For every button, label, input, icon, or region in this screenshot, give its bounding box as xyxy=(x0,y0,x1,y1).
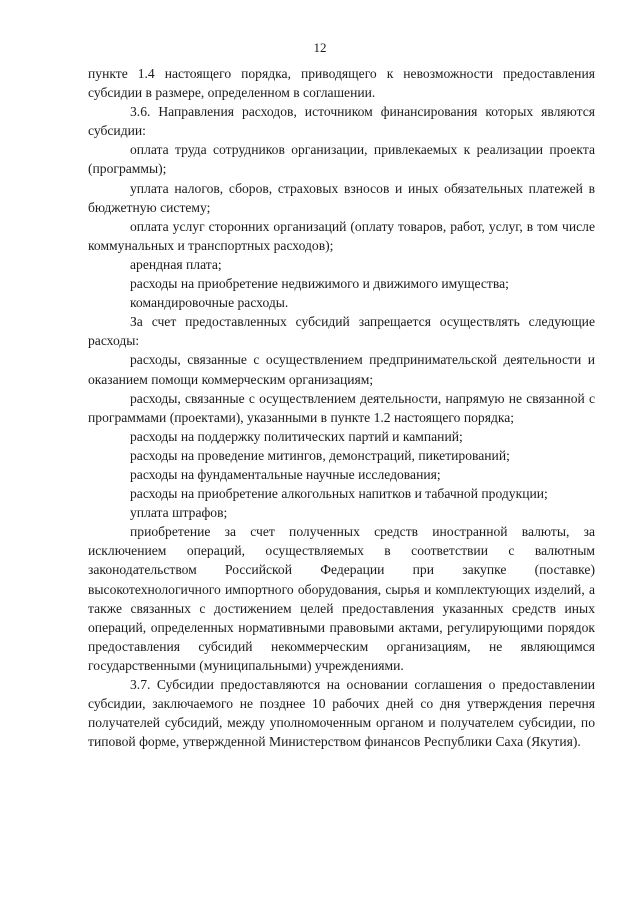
page-number: 12 xyxy=(313,40,327,55)
list-item: уплата штрафов; xyxy=(130,505,228,521)
list-item: расходы, связанные с осуществлением предпринимательской деятельности и оказанием помощи коммерческим организациям; xyxy=(88,352,595,387)
paragraph-continuation: пункте 1.4 настоящего порядка, приводящего к невозможности предоставления субсидии в размере, определенном в соглашении. xyxy=(88,66,595,101)
list-item: расходы на приобретение недвижимого и движимого имущества; xyxy=(130,276,509,292)
list-item: расходы на фундаментальные научные исследования; xyxy=(130,466,441,482)
paragraph-3-6-heading: 3.6. Направления расходов, источником финансирования которых являются субсидии: xyxy=(88,104,595,139)
document-body xyxy=(88,64,595,751)
list-item: командировочные расходы. xyxy=(130,295,289,311)
list-item: расходы на проведение митингов, демонстраций, пикетирований; xyxy=(130,447,510,463)
list-item: расходы на приобретение алкогольных напитков и табачной продукции; xyxy=(130,486,548,502)
list-item: расходы на поддержку политических партий и кампаний; xyxy=(130,428,463,444)
paragraph-3-7: 3.7. Субсидии предоставляются на основании соглашения о предоставлении субсидии, заключаемого не позднее 10 рабочих дней со дня утверждения перечня получателей субсидий, между уполномоченным органом и получателем субсидии, по типовой форме, утвержденной Министерством финансов Республики Саха (Якутия). xyxy=(88,677,595,750)
list-item: арендная плата; xyxy=(130,256,222,272)
list-item: расходы, связанные с осуществлением деятельности, напрямую не связанной с программами (проектами), указанными в пункте 1.2 настоящего порядка; xyxy=(88,390,595,425)
list-item: уплата налогов, сборов, страховых взносов и иных обязательных платежей в бюджетную систему; xyxy=(88,180,595,215)
list-item: оплата услуг сторонних организаций (оплату товаров, работ, услуг, в том числе коммунальных и транспортных расходов); xyxy=(88,218,595,253)
list-item: оплата труда сотрудников организации, привлекаемых к реализации проекта (программы); xyxy=(88,142,595,177)
paragraph-prohibited-expenses: За счет предоставленных субсидий запрещается осуществлять следующие расходы: xyxy=(88,314,595,349)
list-item: приобретение за счет полученных средств иностранной валюты, за исключением операций, осуществляемых в соответствии с валютным законодательством Российской Федерации при закупке (поставке) высокотехнологичного импортного оборудования, сырья и комплектующих изделий, а также связанных с достижением целей предоставления указанных средств иных операций, определенных нормативными правовыми актами, регулирующими порядок предоставления субсидий некоммерческим организациям, не являющимся государственными (муниципальными) учреждениями. xyxy=(88,524,595,673)
